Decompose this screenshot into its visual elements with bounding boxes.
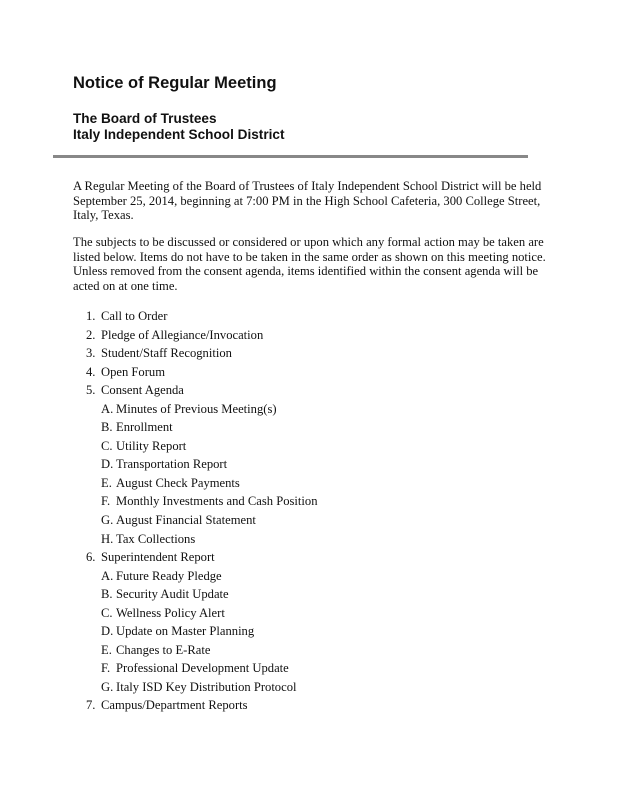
subitem-letter: D. [101, 457, 114, 472]
paragraph-line: listed below. Items do not have to be taken in the same order as shown on this meeting notice. [73, 249, 546, 264]
subitem-text: Security Audit Update [116, 587, 229, 602]
subitem-letter: A. [101, 568, 114, 583]
agenda-notice-paragraph [73, 235, 546, 293]
subitem-letter: C. [101, 605, 113, 620]
item-number: 3. [86, 346, 96, 361]
subitem-text: Transportation Report [116, 457, 228, 472]
item-text: Campus/Department Reports [101, 698, 248, 713]
subitem-text: Professional Development Update [116, 661, 289, 676]
subitem-letter: E. [101, 642, 112, 657]
item-number: 4. [86, 364, 96, 379]
item-number: 5. [86, 383, 96, 398]
item-text: Open Forum [101, 364, 166, 379]
subitem-text: August Financial Statement [116, 513, 256, 528]
notice-title: Notice of Regular Meeting [73, 74, 277, 92]
subitem-text: Minutes of Previous Meeting(s) [116, 401, 277, 416]
subitem-text: Enrollment [116, 420, 173, 435]
paragraph-line: September 25, 2014, beginning at 7:00 PM in the High School Cafeteria, 300 College Street, [73, 193, 541, 208]
paragraph-line: acted on at one time. [73, 278, 178, 293]
subitem-text: Tax Collections [116, 531, 196, 546]
subitem-letter: A. [101, 401, 114, 416]
item-text: Student/Staff Recognition [101, 346, 232, 361]
subitem-letter: H. [101, 531, 114, 546]
subitem-letter: B. [101, 420, 113, 435]
item-text: Superintendent Report [101, 550, 215, 565]
item-number: 2. [86, 327, 96, 342]
district-name: Italy Independent School District [73, 127, 285, 142]
subitem-letter: D. [101, 624, 114, 639]
subitem-letter: F. [101, 661, 111, 676]
subitem-text: Italy ISD Key Distribution Protocol [116, 679, 297, 694]
subitem-text: Wellness Policy Alert [116, 605, 225, 620]
item-text: Call to Order [101, 309, 168, 323]
subitem-letter: C. [101, 438, 113, 453]
organization-heading [73, 111, 285, 143]
subitem-text: August Check Payments [116, 475, 240, 490]
subitem-letter: E. [101, 475, 112, 490]
subitem-letter: B. [101, 587, 113, 602]
paragraph-line: A Regular Meeting of the Board of Trustees of Italy Independent School District will be held [73, 179, 542, 193]
paragraph-line: The subjects to be discussed or considered or upon which any formal action may be taken are [73, 235, 544, 249]
paragraph-line: Unless removed from the consent agenda, items identified within the consent agenda will be [73, 264, 539, 279]
item-number: 7. [86, 698, 96, 713]
item-number: 6. [86, 550, 96, 565]
subitem-text: Update on Master Planning [116, 624, 255, 639]
subitem-letter: F. [101, 494, 111, 509]
subitem-text: Monthly Investments and Cash Position [116, 494, 318, 509]
header-divider [53, 155, 528, 158]
subitem-letter: G. [101, 513, 114, 528]
item-number: 1. [86, 309, 96, 323]
item-text: Consent Agenda [101, 383, 184, 398]
subitem-text: Future Ready Pledge [116, 568, 222, 583]
subitem-letter: G. [101, 679, 114, 694]
paragraph-line: Italy, Texas. [73, 208, 134, 223]
item-text: Pledge of Allegiance/Invocation [101, 327, 264, 342]
board-name: The Board of Trustees [73, 111, 217, 126]
subitem-text: Utility Report [116, 438, 187, 453]
meeting-details-paragraph [73, 179, 543, 223]
subitem-text: Changes to E-Rate [116, 642, 211, 657]
